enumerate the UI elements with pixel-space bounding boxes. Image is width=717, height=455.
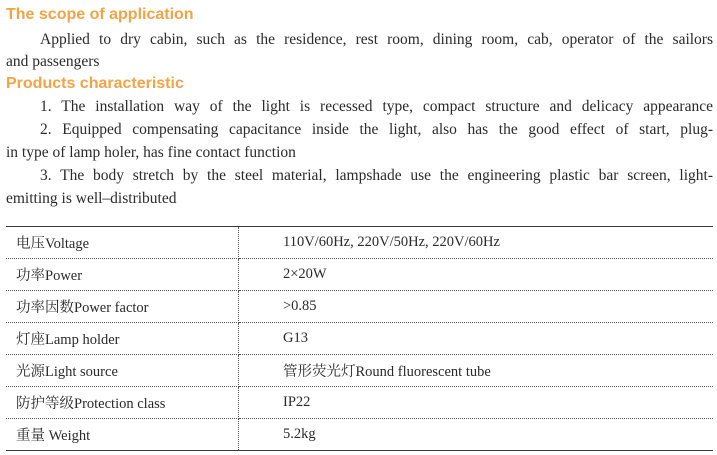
spec-value: 2×20W	[239, 259, 714, 291]
spec-value: G13	[239, 323, 714, 355]
spec-value: 110V/60Hz, 220V/50Hz, 220V/60Hz	[239, 227, 714, 259]
spec-value: 5.2kg	[283, 426, 316, 442]
spec-label: 重量 Weight	[6, 419, 239, 451]
spec-value: IP22	[239, 387, 714, 419]
table-row	[6, 227, 713, 259]
table-row	[6, 291, 713, 323]
spec-table	[6, 226, 713, 451]
spec-value: 管形荧光灯Round fluorescent tube	[239, 355, 714, 387]
spec-label: 光源Light source	[6, 355, 239, 387]
spec-value: >0.85	[239, 291, 714, 323]
spec-label: 功率Power	[6, 259, 239, 291]
scope-heading: The scope of application	[6, 6, 194, 23]
characteristic-item-2-line-1: 2. Equipped compensating capacitance inside the light, also has the good effect of start, plug-	[40, 121, 713, 138]
spec-label: 防护等级Protection class	[6, 387, 239, 419]
characteristic-item-2-line-2: in type of lamp holer, has fine contact function	[6, 144, 296, 161]
scope-text-line-1: Applied to dry cabin, such as the residence, rest room, dining room, cab, operator of the sailors	[40, 31, 713, 48]
spec-label: 灯座Lamp holder	[6, 323, 239, 355]
table-row	[6, 419, 713, 451]
table-row	[6, 387, 713, 419]
characteristics-heading: Products characteristic	[6, 75, 184, 92]
characteristic-item-3-line-2: emitting is well–distributed	[6, 190, 177, 207]
spec-label: 功率因数Power factor	[6, 291, 239, 323]
table-row	[6, 259, 713, 291]
table-row	[6, 323, 713, 355]
table-row	[6, 355, 713, 387]
characteristic-item-1: 1. The installation way of the light is recessed type, compact structure and delicacy appearance	[40, 98, 713, 115]
characteristic-item-3-line-1: 3. The body stretch by the steel material, lampshade use the engineering plastic bar screen, light-	[40, 167, 713, 184]
spec-label: 电压Voltage	[6, 227, 239, 259]
scope-text-line-2: and passengers	[6, 53, 100, 70]
